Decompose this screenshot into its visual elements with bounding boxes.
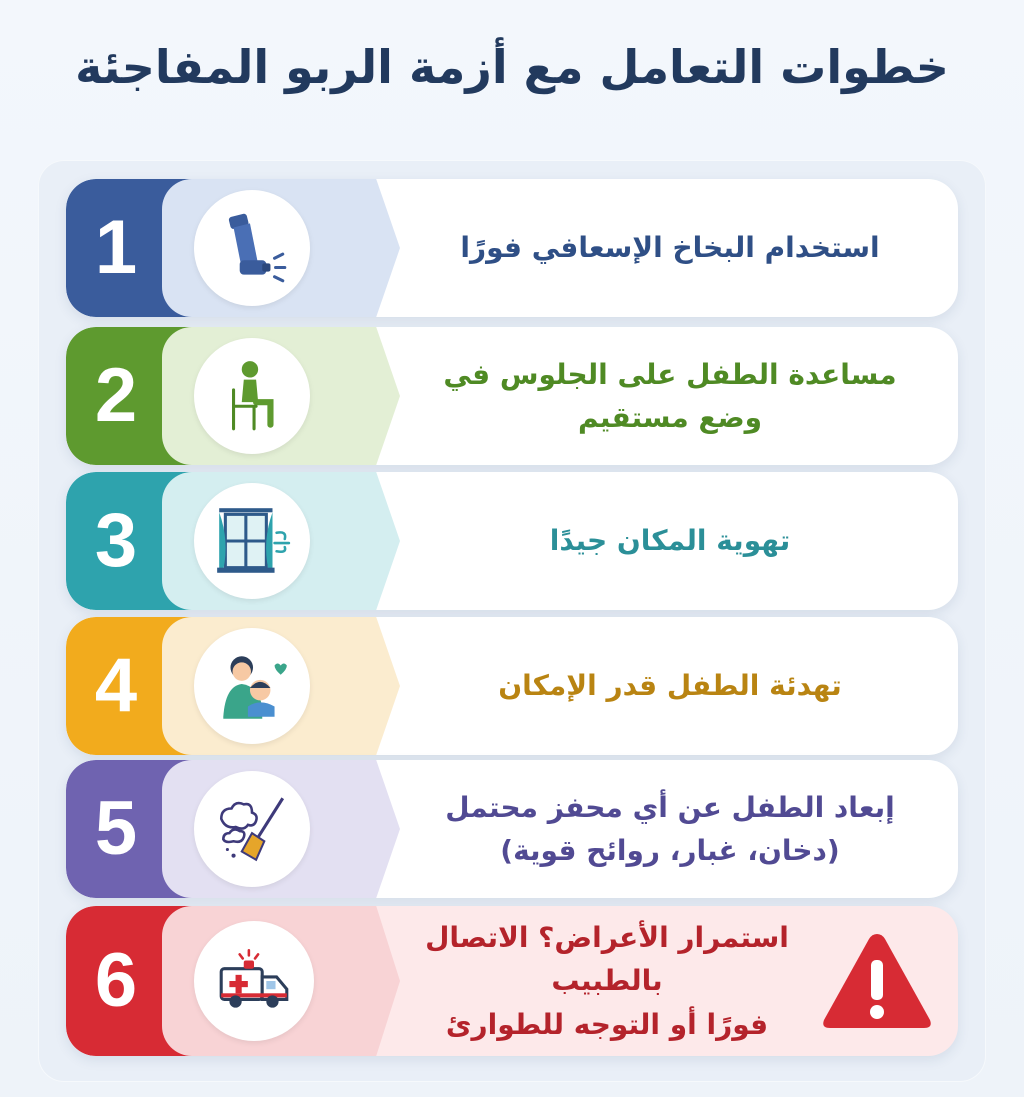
step-4-number: 4 (94, 643, 138, 728)
step-5-text (406, 760, 934, 898)
step-4-card (66, 617, 958, 755)
step-3-card (66, 472, 958, 610)
dust-broom-icon (211, 788, 293, 870)
step-5-line-1: إبعاد الطفل عن أي محفز محتمل (445, 790, 895, 824)
step-4-icon-circle (194, 628, 310, 744)
step-5-number: 5 (94, 786, 138, 871)
step-3-text (406, 472, 934, 610)
step-2-card (66, 327, 958, 465)
step-2-number: 2 (94, 353, 138, 438)
ambulance-icon (213, 940, 295, 1022)
step-1-icon-circle (194, 190, 310, 306)
step-6-number: 6 (94, 938, 138, 1023)
window-icon (211, 500, 293, 582)
step-2-line-1: مساعدة الطفل على الجلوس في (443, 357, 897, 391)
step-6-card (66, 906, 958, 1056)
step-4-text (406, 617, 934, 755)
page-title: خطوات التعامل مع أزمة الربو المفاجئة (75, 40, 949, 94)
step-1-number: 1 (94, 205, 138, 290)
step-5-card (66, 760, 958, 898)
step-6-text (406, 906, 808, 1056)
step-2-icon-circle (194, 338, 310, 454)
step-1-card (66, 179, 958, 317)
step-3-number: 3 (94, 498, 138, 583)
step-5-line-2: (دخان، غبار، روائح قوية) (500, 834, 840, 867)
inhaler-icon (211, 207, 293, 289)
step-6-line-2: فورًا أو التوجه للطوارئ (445, 1007, 769, 1041)
step-6-line-1: استمرار الأعراض؟ الاتصال بالطبيب (425, 920, 789, 998)
step-5-icon-circle (194, 771, 310, 887)
step-3-line-1: تهوية المكان جيدًا (549, 524, 791, 558)
step-6-icon-circle (194, 921, 314, 1041)
step-1-line-1: استخدام البخاخ الإسعافي فورًا (460, 231, 880, 265)
step-2-line-2: وضع مستقيم (577, 401, 763, 434)
warning-icon (818, 928, 936, 1034)
sitting-child-icon (211, 355, 293, 437)
step-4-line-1: تهدئة الطفل قدر الإمكان (498, 669, 842, 703)
step-2-text (406, 327, 934, 465)
step-3-icon-circle (194, 483, 310, 599)
step-1-text (406, 179, 934, 317)
mother-hugging-child-icon (211, 645, 293, 727)
